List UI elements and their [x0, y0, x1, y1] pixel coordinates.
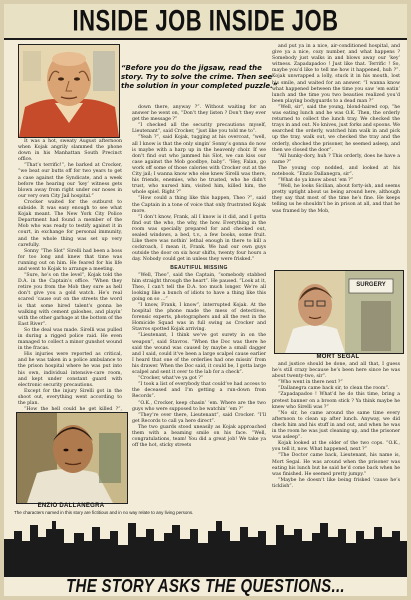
paragraph: It was a hot, sweaty August afternoon when Kojak angrily slammed the phone down in his Manhattan South Precinct office.	[18, 139, 122, 163]
paragraph: His injuries were reported as critical, and he was taken in a police ambulance to the prison hospital where he was put into his own, individual intensive-care room, and kept under constant guard with electronic security precautions.	[18, 352, 122, 388]
paragraph: “Who went in there next ?”	[278, 380, 343, 386]
paragraph: “That’s terrific!”, he barked at Crocker, “we beat our butts off for two years to get a case against the Syndicate, and a week before the hearing our ‘key’ witness gets blown away from right under our noses in our very own City Jail hospital.”	[18, 163, 122, 199]
portrait-caption-left: ENZIO DALLANEGRA	[37, 503, 105, 509]
paragraph: “They’re over there, Lieutenant”, said Crocker. “I’ll get Records to call ya here direct”.	[132, 412, 266, 424]
masthead	[4, 4, 407, 40]
paragraph: Sonny “The Slot” Sirelli had been a boss for too long and knew that time was running out on him. He feared for his life and went to Kojak to arrange a meeting.	[18, 248, 122, 272]
paragraph: “What do ya know about ‘em ?”	[278, 178, 354, 184]
mort-segal-portrait	[274, 270, 404, 354]
paragraph: “O.K., Crocker, keep chasin’ ’em. Where are the two guys who were supposed to be watchin’ ’em ?”	[132, 400, 266, 412]
paragraph: “All hunky-dory, huh ? This orderly, does he have a name ?”	[272, 153, 400, 165]
paragraph: “Crocker, what’ve ya got ?”	[138, 376, 204, 382]
paragraph: “Maybe he doesn’t like being frisked ‘cause he’s ticklish”.	[272, 477, 400, 489]
paragraph: “I took a list of everybody that could’ve had access to the deceased and I’m getting a run-down from Records”.	[132, 382, 266, 400]
puzzle-page	[4, 4, 407, 596]
paragraph: down there, anyway ?”. Without waiting for an answer he went on, “Don’t they listen ? Don’t they ever get the message ?”	[132, 105, 266, 123]
paragraph: “Zapadapadoo ! What’d he do this time, bring a pretest banner on a broom stick ? Ya think maybe he knew who Sirelli was ?”	[272, 392, 400, 410]
paragraph: “No sir, he came around the same time every afternoon to clean up after lunch. Anyway, we did check him and his stuff in and out, and when he was in the room he was just cleaning up, and the prisoner was asleep”.	[272, 410, 400, 441]
paragraph: Kojak looked at the older of the two cops. “O.K., you tell it, now. What happened, next ?”	[272, 441, 400, 453]
paragraph: “Well, sir”, said the young, blond-haired cop, “he was eating lunch and he was O.K. Then, the orderly returned to collect the lunch tray. We checked the trays in and out. No knives, just forks and spoons. We searched the orderly, watched him walk in and pick up the tray, walk out, we checked the tray and the orderly, shocked the prisoner, he seemed asleep, and then we closed the door”.	[272, 104, 400, 153]
paragraph: “How could a thing like this happen, Theo ?”, said the Captain in a tone of voice that only frustrated Kojak more.	[132, 196, 266, 214]
paragraph: Except for the injury Sirelli got in the shoot out, everything went according to the plan.	[18, 388, 122, 407]
paragraph: “Yeah ?”, said Kojak, tugging at his overcoat, “well, all I know is that the only singin’ Sonny’s gonna do now is maybe with a harp up in the heavenly choir. If we don’t find out who jammed his Slot, we can kiss our case against the Mob goodbye, baby”. “Hey, Falan, go work off some of those calories with Crocker out at the City jail; I wanna know who else knew Sirelli was there, his friends, enemies, who he trusted, who he didn’t trust, who nursed him, visited him, killed him, the whole spiel. Right ?”	[132, 135, 266, 196]
paragraph: “Well, he looks Sicilian, about forty-ish, and seems pretty uptight about us being around here, although they say that most of the time he’s fine. He keeps telling us he shouldn’t be in prison at all, and that he was framed by the Mob,	[272, 184, 400, 214]
paragraph: Crocker waited for the outburst to subside. It was easy enough to see what Kojak meant. The New York City Police Department had found a member of the Mob who was ready to testify against it in court, in exchange for personal immunity, and the whole thing was set up very carefully.	[18, 199, 122, 248]
surgery-sign: SURGERY	[356, 282, 386, 288]
section-heading: BEAUTIFUL MISSING	[170, 265, 228, 272]
page-title: INSIDE JOB INSIDE JOB	[72, 3, 339, 38]
paragraph: “I don’t know, Frank, all I know is it did, and I gotta find out the who, the why, the how. Everything in the room was specially prepared for and checked out, sealed windows, a bed, t.v., a few books, some fruit. Like there was nothin’ lethal enough in there to kill a cockroach, I mean it, Frank. We had our own guys outside the door on six hour shifts, twenty four hours a day. Nobody could get in unless they were frisked.”	[132, 214, 266, 263]
paragraph: “How the hell could he get killed ?”,	[24, 407, 122, 413]
city-skyline-illustration	[4, 517, 407, 577]
paragraph: “Lieutenant, I think we’ve got surety in on the weapon”, said Stavros. “When the Doc was there he said the wound was caused by maybe a small dagger and I said, could it’ve been a large scalpel cause earlier I heard that one of the orderlies had one missin’ from his drawer. When the Doc said, it could be, I gotta large scalpel and sent it over to the lab for a check”.	[132, 333, 266, 376]
portrait-caption-right: MORT SEGAL	[316, 354, 360, 360]
paragraph: The young cop nodded, and looked at his notebook. “Enzio Dallanegra, sir”.	[272, 165, 400, 177]
paragraph: “Well, Theo”, said the Captain, “somebody stabbed him straight through the heart”. He paused. “Look at it, Theo, I can’t tell the D.A. too much longer. We’re all looking like a bunch of idiots to have a thing like this going on so ...”	[132, 272, 266, 302]
story-column-1	[18, 139, 122, 413]
enzio-dallanegra-portrait	[16, 412, 128, 504]
paragraph: and put ya in a nice, air-conditioned hospital, and give ya a nice, cozy number, and what happens ? Somebody just walks in and blows away our ‘key’ witness. Zapadapadoo ! Just like that. Terrific ! So, maybe you’d like to tell me how it happened, huh ?”. Kojak unwrapped a lolly, stuck it in his mouth, lost his smile, and waited for an answer. “I wanna know what happened between the time you saw ‘em eatin’ lunch and the time you two beauties realized you’d been playing bodyguards to a dead man ?”	[272, 44, 400, 104]
intro-text: “Before you do the jigsaw, read the story. Try to solve the crime. Then see the solution in your completed puzzle.”	[121, 64, 278, 90]
paragraph: “Sure, he’s on the level”, Kojak told the D.A. in the Captain’s office. “When they retire you from the Mob they sure as hell don’t give you a gold watch. He’s real scared ‘cause out on the streets the word is that some hired talent’s gonna be walking with cement galoshes, and playin’ with the other garbage at the bottom of the East River”.	[18, 273, 122, 327]
paragraph: So the deal was made. Sirelli was pulled in during a rigged police raid. He even managed to collect a minor gunshot wound in the fracas.	[18, 327, 122, 352]
footer-title: THE STORY ASKS THE QUESTIONS...	[66, 576, 345, 597]
disclaimer: The characters named in this story are fictitious and in no way relate to any living persons.	[14, 510, 194, 515]
paragraph: and justice should be done, and all that, I guess he’s still crazy because he’s been here since he was about twenty-two, sir”.	[272, 362, 400, 380]
story-column-3-bottom	[272, 362, 400, 504]
story-column-3-top	[272, 44, 400, 266]
kojak-portrait-illustration	[18, 44, 120, 138]
story-column-2	[132, 105, 266, 501]
paragraph: “I know, Frank, I know”, interrupted Kojak. At the hospital the phone made the mess of detectives, forensic experts, photographers and all the rest in the Homicide Squad was in full swing as Crocker and Stavros spotted Kojak arriving.	[132, 303, 266, 333]
paragraph: The two guards stood uneasily as Kojak approached them with a beaming smile on his face. “Well, congratulations, team! You did a great job! We take ya off the hot, sticky streets	[132, 424, 266, 449]
paragraph: “The Doctor came back, Lieutenant, his name is, Mort Segal. He was around when the prisoner was eating his lunch but he said he’d come back when he was finished. He seemed pretty jumpy.”	[272, 453, 400, 477]
paragraph: “Dallanegra came back sir, to clean the room”.	[278, 386, 390, 392]
paragraph: “I checked all the security precautions myself, Lieutenant”, said Crocker, “just like you told me to”.	[132, 123, 266, 135]
